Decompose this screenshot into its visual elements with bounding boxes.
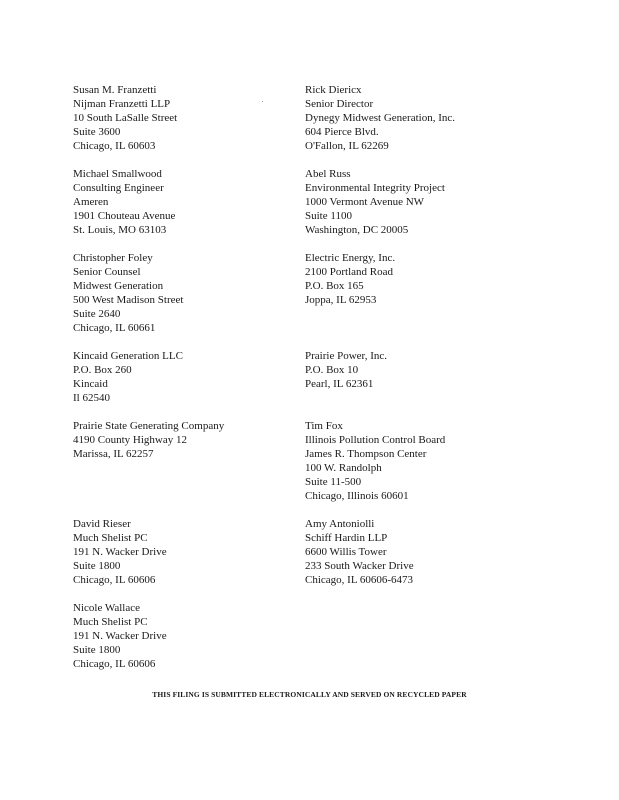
address-block	[305, 419, 445, 503]
address-line: Chicago, IL 60661	[73, 322, 156, 334]
address-line: Chicago, IL 60603	[73, 140, 156, 152]
address-line: Much Shelist PC	[73, 532, 148, 544]
address-block	[73, 167, 175, 237]
address-line: Prairie State Generating Company	[73, 420, 225, 432]
address-line: Ameren	[73, 196, 109, 208]
address-line: Rick Diericx	[305, 84, 362, 96]
address-block	[73, 83, 177, 153]
address-line: 191 N. Wacker Drive	[73, 546, 167, 558]
address-line: David Rieser	[73, 518, 131, 530]
address-line: 1901 Chouteau Avenue	[73, 210, 176, 222]
address-line: P.O. Box 165	[305, 280, 364, 292]
address-line: Senior Counsel	[73, 266, 141, 278]
address-block	[73, 517, 167, 587]
address-line: Susan M. Franzetti	[73, 84, 157, 96]
address-line: Suite 11-500	[305, 476, 362, 488]
address-line: 233 South Wacker Drive	[305, 560, 414, 572]
address-line: Electric Energy, Inc.	[305, 252, 396, 264]
address-line: Dynegy Midwest Generation, Inc.	[305, 112, 455, 124]
address-line: Amy Antoniolli	[305, 518, 375, 530]
address-block	[73, 251, 183, 335]
address-line: 1000 Vermont Avenue NW	[305, 196, 425, 208]
address-line: 191 N. Wacker Drive	[73, 630, 167, 642]
recycled-paper-footer: THIS FILING IS SUBMITTED ELECTRONICALLY AND SERVED ON RECYCLED PAPER	[152, 690, 467, 699]
address-line: Midwest Generation	[73, 280, 164, 292]
address-line: Il 62540	[73, 392, 110, 404]
address-line: Michael Smallwood	[73, 168, 162, 180]
address-line: Suite 3600	[73, 126, 121, 138]
address-line: Suite 2640	[73, 308, 121, 320]
address-line: 500 West Madison Street	[73, 294, 184, 306]
address-line: Nicole Wallace	[73, 602, 141, 614]
address-line: 4190 County Highway 12	[73, 434, 187, 446]
address-line: 6600 Willis Tower	[305, 546, 387, 558]
address-line: Environmental Integrity Project	[305, 182, 445, 194]
address-line: Joppa, IL 62953	[305, 294, 377, 306]
address-line: Prairie Power, Inc.	[305, 350, 388, 362]
scan-speck	[262, 101, 263, 102]
address-line: Senior Director	[305, 98, 374, 110]
address-line: Christopher Foley	[73, 252, 153, 264]
address-line: O'Fallon, IL 62269	[305, 140, 389, 152]
address-block	[305, 167, 445, 237]
address-line: Kincaid Generation LLC	[73, 350, 183, 362]
address-block	[305, 83, 455, 153]
address-block	[73, 349, 183, 405]
address-line: Pearl, IL 62361	[305, 378, 374, 390]
address-line: Suite 1100	[305, 210, 352, 222]
address-line: 10 South LaSalle Street	[73, 112, 178, 124]
address-block	[73, 601, 167, 671]
address-line: Chicago, IL 60606	[73, 574, 156, 586]
address-line: Schiff Hardin LLP	[305, 532, 388, 544]
address-line: Chicago, Illinois 60601	[305, 490, 409, 502]
address-line: 2100 Portland Road	[305, 266, 393, 278]
address-line: P.O. Box 260	[73, 364, 132, 376]
address-line: Kincaid	[73, 378, 108, 390]
address-line: Nijman Franzetti LLP	[73, 98, 171, 110]
address-block	[305, 517, 414, 587]
address-line: Much Shelist PC	[73, 616, 148, 628]
address-line: Marissa, IL 62257	[73, 448, 154, 460]
address-line: Chicago, IL 60606	[73, 658, 156, 670]
address-line: Washington, DC 20005	[305, 224, 409, 236]
address-line: Abel Russ	[305, 168, 351, 180]
address-line: 604 Pierce Blvd.	[305, 126, 379, 138]
address-line: 100 W. Randolph	[305, 462, 382, 474]
address-line: Consulting Engineer	[73, 182, 164, 194]
address-line: P.O. Box 10	[305, 364, 359, 376]
address-line: Illinois Pollution Control Board	[305, 434, 446, 446]
address-line: Chicago, IL 60606-6473	[305, 574, 414, 586]
address-block	[305, 349, 387, 391]
address-line: St. Louis, MO 63103	[73, 224, 167, 236]
address-line: Suite 1800	[73, 560, 121, 572]
address-line: James R. Thompson Center	[305, 448, 427, 460]
address-block	[73, 419, 224, 461]
address-line: Suite 1800	[73, 644, 121, 656]
address-line: Tim Fox	[305, 420, 343, 432]
address-block	[305, 251, 395, 307]
